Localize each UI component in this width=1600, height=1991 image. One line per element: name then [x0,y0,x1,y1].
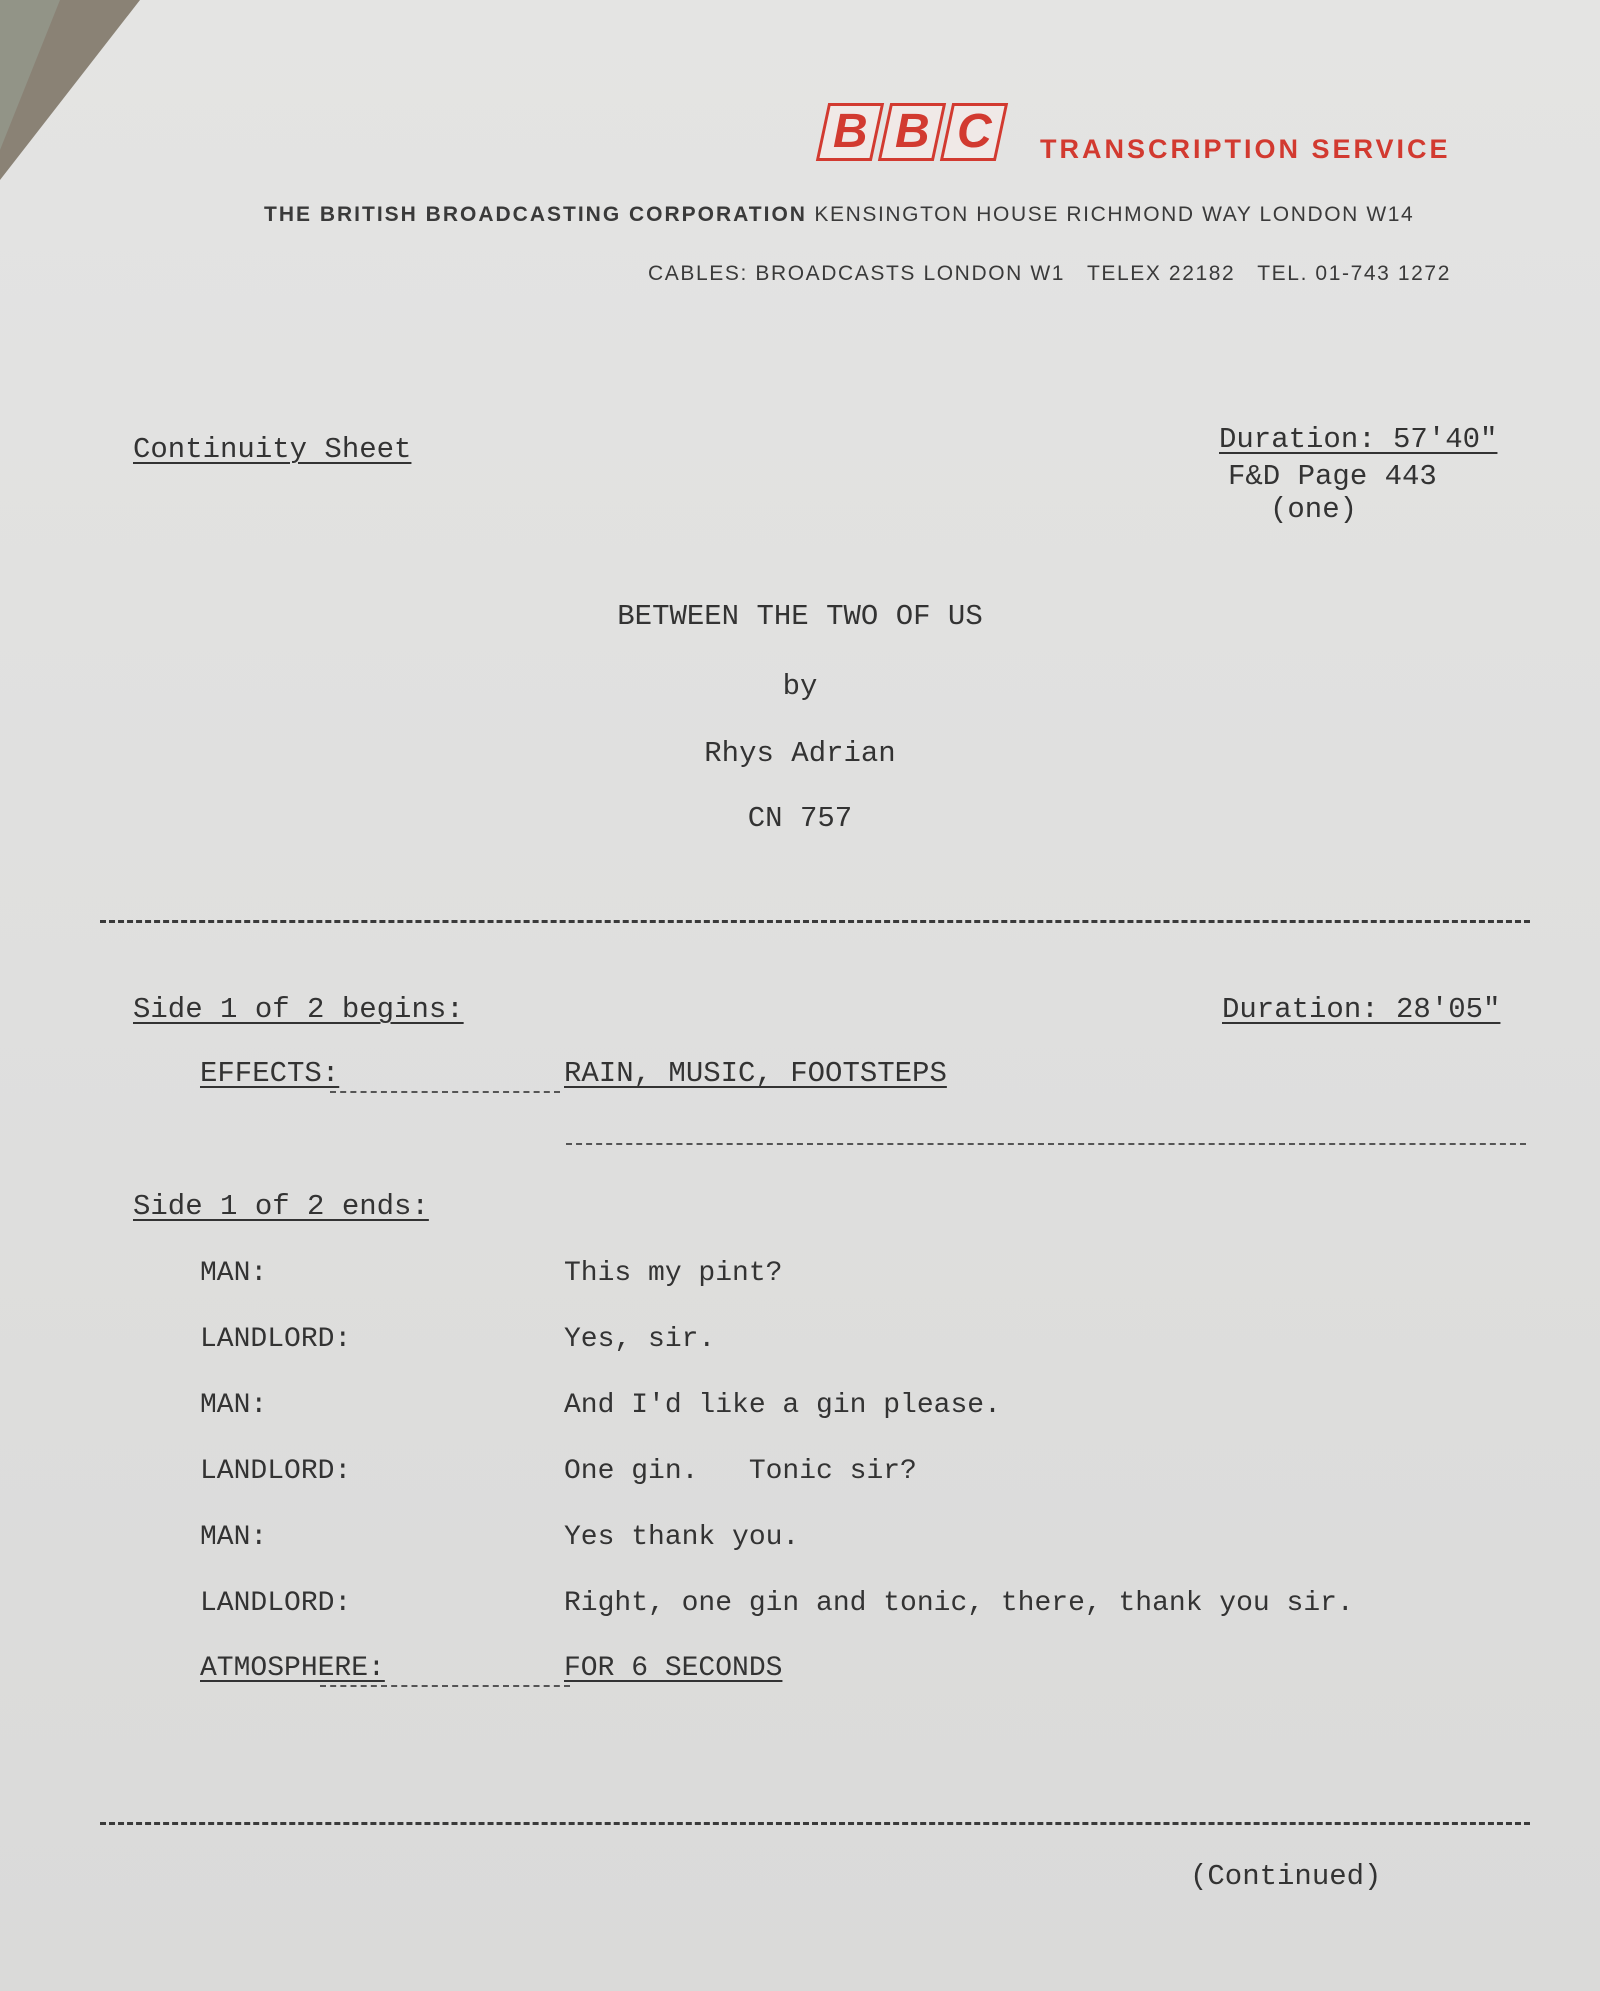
logo-box-3: C [940,103,1008,161]
bbc-logo [822,103,1002,161]
corporation-name: THE BRITISH BROADCASTING CORPORATION [264,203,807,226]
letterhead-contact-line: CABLES: BROADCASTS LONDON W1 TELEX 22182 TEL. 01-743 1272 [648,262,1451,285]
continued-note: (Continued) [1190,1860,1382,1893]
sheet-label: Continuity Sheet [133,433,412,466]
closing-cue-text: FOR 6 SECONDS [564,1653,783,1684]
closing-cue [0,1653,1600,1693]
side-duration: Duration: 28'05" [1222,993,1501,1026]
dialogue-text: One gin. Tonic sir? [564,1456,917,1487]
service-name: TRANSCRIPTION SERVICE [1040,134,1451,164]
dialogue-line [0,1390,1600,1430]
section-divider [100,920,1530,923]
cue-label: EFFECTS: [200,1057,340,1090]
dialogue-text: Yes, sir. [564,1324,716,1355]
dialogue-line [0,1522,1600,1562]
dialogue-text: Right, one gin and tonic, there, thank you sir. [564,1588,1354,1619]
cue-text: RAIN, MUSIC, FOOTSTEPS [564,1057,947,1090]
footer-divider [100,1822,1530,1825]
cue-leader-line [330,1091,560,1093]
logo-box-2: B [878,103,946,161]
dialogue-line [0,1588,1600,1628]
dialogue-text: And I'd like a gin please. [564,1390,1001,1421]
speaker: LANDLORD: [200,1456,352,1487]
programme-title: BETWEEN THE TWO OF US [617,600,983,633]
letterhead-address-line [264,203,1480,227]
dialogue-text: Yes thank you. [564,1522,800,1553]
closing-leader-line [320,1685,570,1687]
logo-box-1: B [816,103,884,161]
address: KENSINGTON HOUSE RICHMOND WAY LONDON W14 [814,203,1415,226]
by-label: by [782,670,818,703]
side-ends-label: Side 1 of 2 ends: [133,1190,429,1223]
speaker: LANDLORD: [200,1324,352,1355]
page-note: (one) [1270,493,1358,526]
page-reference: F&D Page 443 [1228,460,1437,493]
dialogue-line [0,1258,1600,1298]
speaker: LANDLORD: [200,1588,352,1619]
cue-divider [566,1143,1526,1145]
dialogue-text: This my pint? [564,1258,783,1289]
speaker: MAN: [200,1390,268,1421]
speaker: MAN: [200,1522,268,1553]
side-begins-label: Side 1 of 2 begins: [133,993,464,1026]
total-duration: Duration: 57'40" [1219,423,1498,456]
folded-corner-edge [0,0,60,150]
speaker: MAN: [200,1258,268,1289]
author-name: Rhys Adrian [704,737,896,770]
dialogue-line [0,1456,1600,1496]
dialogue-line [0,1324,1600,1364]
closing-cue-label: ATMOSPHERE: [200,1653,385,1684]
catalogue-number: CN 757 [747,802,853,835]
